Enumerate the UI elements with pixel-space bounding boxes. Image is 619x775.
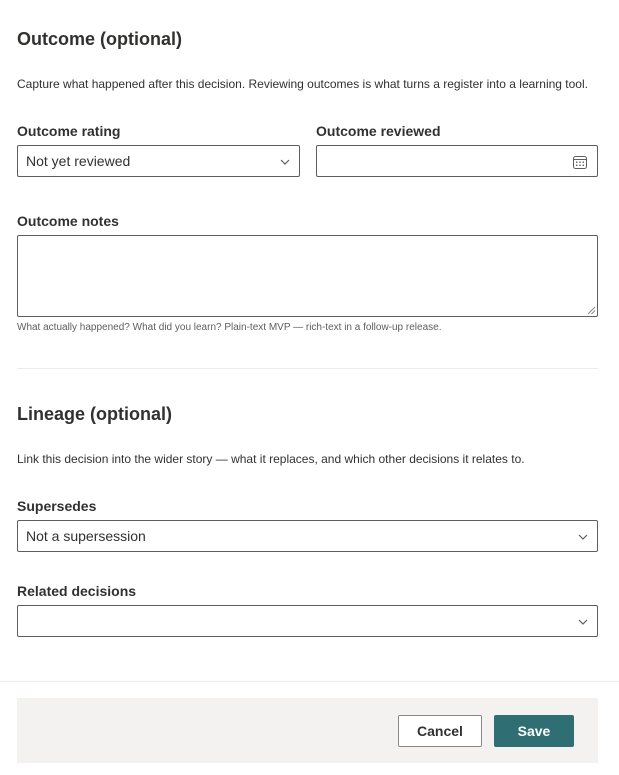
outcome-rating-dropdown[interactable] (17, 145, 300, 177)
calendar-icon[interactable] (572, 154, 588, 170)
outcome-notes-hint: What actually happened? What did you learn? Plain-text MVP — rich-text in a follow-up release. (17, 322, 442, 333)
save-button[interactable]: Save (494, 715, 574, 747)
section-divider (17, 368, 598, 369)
related-decisions-dropdown[interactable] (17, 605, 598, 637)
related-decisions-label: Related decisions (17, 583, 137, 599)
form-footer (17, 698, 598, 763)
outcome-rating-label: Outcome rating (17, 123, 121, 139)
outcome-rating-value: Not yet reviewed (26, 153, 131, 169)
chevron-down-icon (578, 617, 588, 627)
outcome-notes-label: Outcome notes (17, 213, 119, 229)
chevron-down-icon (578, 532, 588, 542)
outcome-reviewed-date-picker[interactable] (316, 145, 598, 177)
footer-divider (0, 681, 619, 682)
chevron-down-icon (280, 157, 290, 167)
lineage-section-title: Lineage (optional) (17, 404, 172, 424)
outcome-reviewed-label: Outcome reviewed (316, 123, 441, 139)
supersedes-dropdown[interactable] (17, 520, 598, 552)
supersedes-label: Supersedes (17, 498, 97, 514)
outcome-section-title: Outcome (optional) (17, 29, 182, 49)
lineage-description: Link this decision into the wider story — what it replaces, and which other decisions it relates to. (17, 452, 525, 466)
cancel-button[interactable]: Cancel (398, 715, 482, 747)
outcome-notes-textarea[interactable] (17, 235, 598, 317)
supersedes-value: Not a supersession (26, 528, 146, 544)
outcome-description: Capture what happened after this decision. Reviewing outcomes is what turns a register into a learning tool. (17, 77, 588, 91)
resize-grip-icon[interactable] (587, 306, 596, 315)
